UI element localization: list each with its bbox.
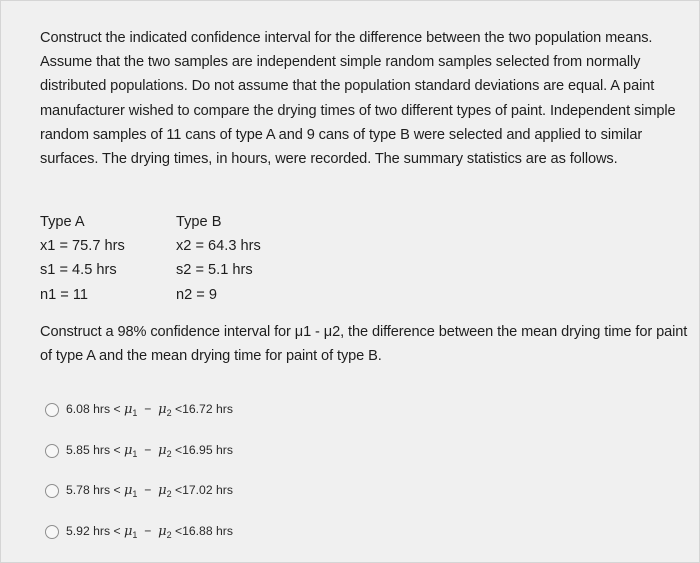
subscript: 2 xyxy=(166,448,172,459)
radio-button[interactable] xyxy=(45,484,59,498)
interval-lower-bound: 5.92 hrs xyxy=(66,523,111,538)
mu-symbol: μ xyxy=(123,402,133,417)
question-prompt: Construct a 98% confidence interval for μ1 - μ2, the difference between the mean drying time for paint of type A and the mean drying time for paint of type B. xyxy=(40,324,688,365)
mu-symbol: μ xyxy=(123,523,133,539)
type-a-mean: x1 = 75.7 hrs xyxy=(40,238,125,255)
subscript: 1 xyxy=(132,529,138,540)
less-than-symbol: < xyxy=(174,402,183,416)
answer-option-3[interactable] xyxy=(45,481,445,522)
radio-button[interactable] xyxy=(45,403,59,417)
interval-upper-bound: 16.88 hrs xyxy=(182,523,233,538)
subscript: 1 xyxy=(132,448,138,459)
interval-upper-bound: 16.95 hrs xyxy=(182,442,233,457)
mu-symbol: μ xyxy=(123,442,133,458)
minus-symbol: − xyxy=(144,523,152,538)
interval-lower-bound: 5.85 hrs xyxy=(66,442,111,457)
answer-option-1[interactable] xyxy=(45,400,445,441)
less-than-symbol: < xyxy=(174,483,183,497)
answer-option-4[interactable] xyxy=(45,522,445,563)
interval-lower-bound: 6.08 hrs xyxy=(66,402,111,416)
less-than-symbol: < xyxy=(113,523,121,538)
type-a-column xyxy=(40,210,180,307)
interval-upper-bound: 16.72 hrs xyxy=(182,402,233,416)
less-than-symbol: < xyxy=(113,442,121,457)
interval-upper-bound: 17.02 hrs xyxy=(182,483,233,497)
mu-symbol: μ xyxy=(158,402,167,417)
mu-symbol: μ xyxy=(158,442,167,458)
mu-symbol: μ xyxy=(158,523,167,539)
less-than-symbol: < xyxy=(113,402,121,416)
type-b-mean: x2 = 64.3 hrs xyxy=(176,238,261,255)
less-than-symbol: < xyxy=(174,442,183,457)
minus-symbol: − xyxy=(144,402,152,416)
type-b-column xyxy=(176,210,316,307)
minus-symbol: − xyxy=(144,483,152,497)
mu-symbol: μ xyxy=(123,483,133,498)
radio-button[interactable] xyxy=(45,444,59,458)
answer-option-2[interactable] xyxy=(45,441,445,482)
less-than-symbol: < xyxy=(174,523,183,538)
problem-statement: Construct the indicated confidence interval for the difference between the two population means. Assume that the two samples are independent simple random samples selected from normally distributed populations. Do not assume that the population standard deviations are equal. A paint manufacturer wished to compare the drying times of two different types of paint. Independent simple random samples of 11 cans of type A and 9 cans of type B were selected and applied to similar surfaces. The drying times, in hours, were recorded. The summary statistics are as follows. xyxy=(40,30,676,168)
interval-lower-bound: 5.78 hrs xyxy=(66,483,111,497)
subscript: 1 xyxy=(132,489,138,499)
answer-options xyxy=(45,400,445,562)
minus-symbol: − xyxy=(144,442,152,457)
mu-symbol: μ xyxy=(158,483,167,498)
type-b-n: n2 = 9 xyxy=(176,286,217,303)
subscript: 2 xyxy=(166,408,172,418)
subscript: 2 xyxy=(166,529,172,540)
type-a-n: n1 = 11 xyxy=(40,286,89,303)
subscript: 1 xyxy=(132,408,138,418)
radio-button[interactable] xyxy=(45,525,59,539)
type-b-sd: s2 = 5.1 hrs xyxy=(176,262,253,279)
type-b-heading: Type B xyxy=(176,214,222,230)
type-a-sd: s1 = 4.5 hrs xyxy=(40,262,117,279)
type-a-heading: Type A xyxy=(40,214,85,230)
less-than-symbol: < xyxy=(113,483,121,497)
subscript: 2 xyxy=(166,489,172,499)
